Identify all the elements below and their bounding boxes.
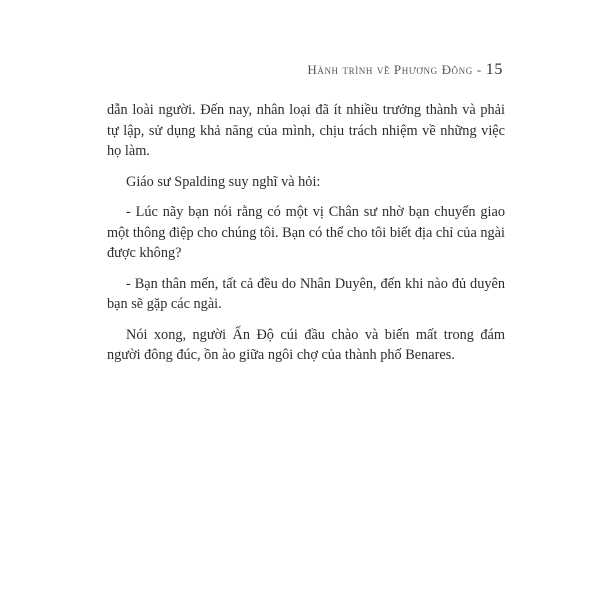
header-separator: - bbox=[476, 62, 482, 77]
running-header bbox=[307, 61, 503, 79]
paragraph-dialogue-question: - Lúc nãy bạn nói rằng có một vị Chân sư nhờ bạn chuyển giao một thông điệp cho chúng tôi. Bạn có thể cho tôi biết địa chỉ của ngài được không? bbox=[107, 204, 505, 261]
page-number: 15 bbox=[485, 61, 503, 78]
paragraph-dialogue-answer: - Bạn thân mến, tất cả đều do Nhân Duyên, đến khi nào đủ duyên bạn sẽ gặp các ngài. bbox=[107, 275, 505, 312]
paragraph-closing: Nói xong, người Ấn Độ cúi đầu chào và biến mất trong đám người đông đúc, ồn ào giữa ngôi chợ của thành phố Benares. bbox=[107, 326, 505, 363]
book-title: Hành trình về Phương Đông bbox=[307, 62, 473, 77]
paragraph-continuation: dẫn loài người. Đến nay, nhân loại đã ít nhiều trưởng thành và phải tự lập, sử dụng khả năng của mình, chịu trách nhiệm về những việc họ làm. bbox=[107, 102, 505, 159]
body-text bbox=[107, 100, 505, 376]
paragraph-narration: Giáo sư Spalding suy nghĩ và hỏi: bbox=[126, 173, 321, 190]
